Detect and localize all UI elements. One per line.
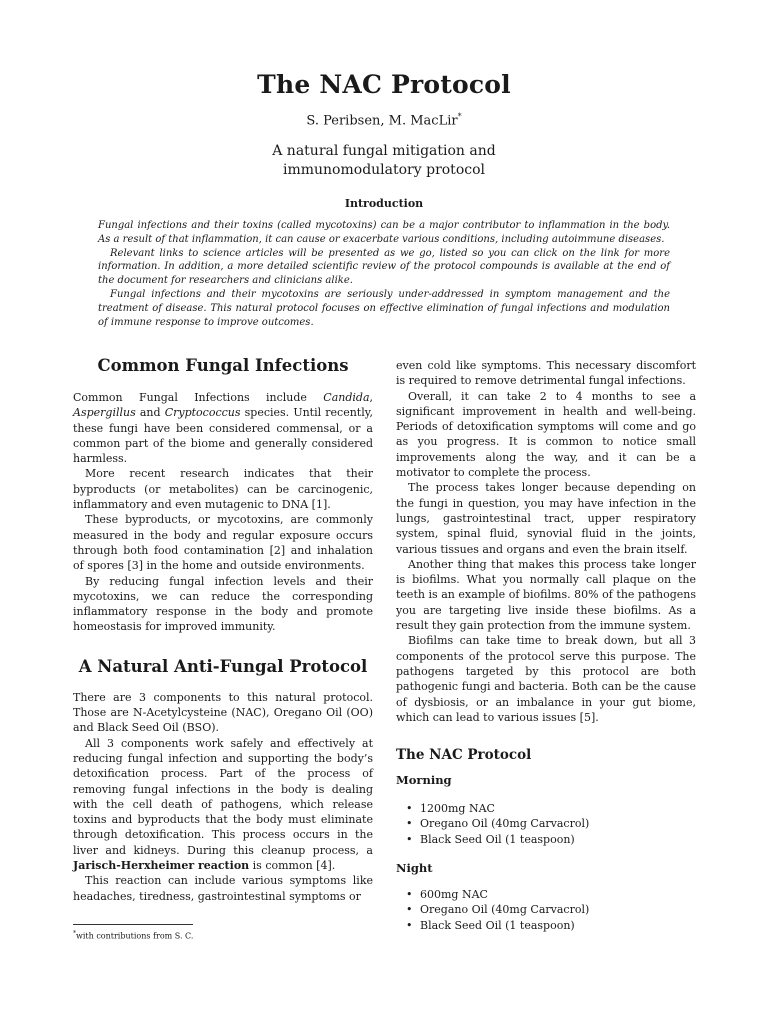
- species-candida: Candida: [323, 391, 370, 404]
- list-item: [406, 887, 696, 902]
- section-heading-fungal-infections: Common Fungal Infections: [97, 356, 349, 375]
- paper-subtitle: [234, 142, 534, 180]
- text-run: and: [135, 406, 165, 420]
- text-run: ,: [369, 391, 373, 404]
- right-column: [396, 358, 696, 933]
- morning-list: [396, 801, 696, 847]
- paragraph: Overall, it can take 2 to 4 months to see a significant improvement in health and well-being. Periods of detoxification symptoms will come and go as you progress. It is common to notice small improvements along the way, and it can be a motivator to complete the process.: [396, 389, 696, 480]
- section-heading-nac-protocol: The NAC Protocol: [396, 747, 532, 764]
- footnote-text: with contributions from S. C.: [76, 931, 194, 941]
- bullet: •: [406, 802, 413, 816]
- list-item-text: Black Seed Oil (1 teaspoon): [420, 832, 575, 846]
- night-label: Night: [396, 861, 433, 876]
- text-run: is common [4].: [249, 859, 336, 873]
- section-heading-anti-fungal-protocol: A Natural Anti-Fungal Protocol: [78, 656, 368, 676]
- left-column: [73, 356, 373, 904]
- paragraph: [73, 736, 373, 874]
- paragraph: These byproducts, or mycotoxins, are commonly measured in the body and regular exposure occurs through both food contamination [2] and inhalation of spores [3] in the home and outside environments.: [73, 513, 373, 573]
- list-item: [406, 832, 696, 847]
- paragraph: The process takes longer because depending on the fungi in question, you may have infection in the lungs, gastrointestinal tract, upper respiratory system, spinal fluid, synovial fluid in the joints, various tissues and organs and even the brain itself.: [396, 481, 696, 556]
- footnote: [73, 930, 193, 941]
- species-cryptococcus: Cryptococcus: [164, 406, 241, 420]
- text-run: All 3 components work safely and effectively at reducing fungal infection and supporting the body’s detoxification process. Part of the process of removing fungal infections in the body is dealing with the cell death of pathogens, which release toxins and byproducts that the body must eliminate through detoxification. This process occurs in the liver and kidneys. During this cleanup process, a: [73, 736, 373, 857]
- paragraph: [73, 390, 373, 466]
- bullet: •: [406, 903, 413, 917]
- author-footnote-mark: *: [457, 112, 462, 121]
- anti-fungal-protocol-text: [73, 690, 373, 904]
- bullet: •: [406, 832, 413, 846]
- list-item-text: Black Seed Oil (1 teaspoon): [420, 918, 575, 932]
- subtitle-line-1: A natural fungal mitigation and: [272, 143, 496, 159]
- text-run: Common Fungal Infections include: [73, 391, 324, 404]
- list-item-text: 600mg NAC: [420, 888, 488, 902]
- paper-title: The NAC Protocol: [257, 70, 511, 99]
- jarisch-herxheimer-term: Jarisch-Herxheimer reaction: [73, 859, 250, 873]
- subtitle-line-2: immunomodulatory protocol: [283, 162, 485, 178]
- intro-paragraph: Fungal infections and their toxins (called mycotoxins) can be a major contributor to inflammation in the body. As a result of that inflammation, it can cause or exacerbate various conditions, including autoimmune diseases.: [98, 220, 670, 245]
- footnote-rule: [73, 924, 193, 925]
- bullet: •: [406, 817, 413, 831]
- list-item: [406, 918, 696, 933]
- paragraph: There are 3 components to this natural protocol. Those are N-Acetylcysteine (NAC), Oregano Oil (OO) and Black Seed Oil (BSO).: [73, 690, 373, 735]
- paragraph: By reducing fungal infection levels and their mycotoxins, we can reduce the corresponding inflammatory response in the body and promote homeostasis for improved immunity.: [73, 574, 373, 634]
- night-list: [396, 887, 696, 933]
- paragraph: even cold like symptoms. This necessary discomfort is required to remove detrimental fungal infections.: [396, 359, 696, 388]
- list-item: [406, 902, 696, 917]
- fungal-infections-text: [73, 390, 373, 635]
- paragraph: Biofilms can take time to break down, but all 3 components of the protocol serve this purpose. The pathogens targeted by this protocol are both pathogenic fungi and bacteria. Both can be the cause of dysbiosis, or an imbalance in your gut biome, which can lead to various issues [5].: [396, 634, 696, 724]
- paragraph: More recent research indicates that their byproducts (or metabolites) can be carcinogenic, inflammatory and even mutagenic to DNA [1].: [73, 467, 373, 512]
- text-run: species. Until recently, these fungi have been considered commensal, or a common part of the biome and generally considered harmless.: [73, 406, 373, 466]
- list-item: [406, 801, 696, 816]
- bullet: •: [406, 918, 413, 932]
- list-item-text: Oregano Oil (40mg Carvacrol): [420, 817, 590, 831]
- footnote-mark: *: [73, 930, 76, 937]
- list-item-text: Oregano Oil (40mg Carvacrol): [420, 903, 590, 917]
- list-item-text: 1200mg NAC: [420, 802, 495, 816]
- species-aspergillus: Aspergillus: [73, 406, 136, 420]
- paragraph: This reaction can include various symptoms like headaches, tiredness, gastrointestinal symptoms or: [73, 874, 373, 903]
- introduction-abstract: [98, 219, 670, 329]
- intro-paragraph: Relevant links to science articles will be presented as we go, listed so you can click on the link for more information. In addition, a more detailed scientific review of the protocol compounds is available at the end of the document for researchers and clinicians alike.: [98, 247, 670, 287]
- morning-label: Morning: [396, 773, 452, 788]
- list-item: [406, 816, 696, 831]
- paper-authors: [0, 112, 768, 128]
- intro-paragraph: Fungal infections and their mycotoxins are seriously under-addressed in symptom management and the treatment of disease. This natural protocol focuses on effective elimination of fungal infections and modulation of immune response to improve outcomes.: [98, 288, 670, 328]
- author-names: S. Peribsen, M. MacLir: [306, 113, 458, 129]
- introduction-heading: Introduction: [344, 197, 424, 210]
- right-column-text: [396, 358, 696, 725]
- paragraph: Another thing that makes this process take longer is biofilms. What you normally call plaque on the teeth is an example of biofilms. 80% of the pathogens you are targeting live inside these biofilms. As a result they gain protection from the immune system.: [396, 557, 696, 633]
- bullet: •: [406, 888, 413, 902]
